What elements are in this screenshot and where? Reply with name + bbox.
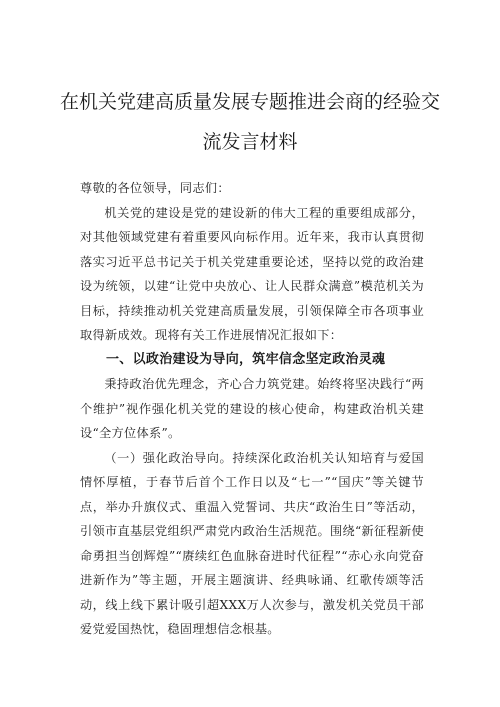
- document-title: 在机关党建高质量发展专题推进会商的经验交流发言材料: [60, 91, 441, 153]
- section-heading-1: 一、以政治建设为导向，筑牢信念坚定政治灵魂: [106, 351, 386, 367]
- intro-paragraph: 机关党的建设是党的建设新的伟大工程的重要组成部分，对其他领域党建有着重要风向标作用。近年来，我市认真贯彻落实习近平总书记关于机关党建重要论述，坚持以党的政治建设为统领，以建“让党中央放心、让人民群众满意”模范机关为目标，持续推动机关党建高质量发展，引领保障全市各项事业取得新成效。现将有关工作进展情况汇报如下：: [80, 205, 424, 342]
- salutation: 尊敬的各位领导，同志们：: [80, 181, 230, 195]
- document-body: [80, 176, 424, 642]
- subsection-1-paragraph: （一）强化政治导向。持续深化政治机关认知培育与爱国情怀厚植，于春节后首个工作日以及“七一”“国庆”等关键节点，举办升旗仪式、重温入党誓词、共庆“政治生日”等活动，引领市直基层党组织严肃党内政治生活规范。围绕“新征程新使命勇担当创辉煌”“赓续红色血脉奋进时代征程”“赤心永向党奋进新作为”等主题，开展主题演讲、经典咏诵、红歌传颂等活动，线上线下累计吸引超XXX万人次参与，激发机关党员干部爱党爱国热忱，稳固理想信念根基。: [80, 450, 424, 636]
- section-1-paragraph: 秉持政治优先理念，齐心合力筑党建。始终将坚决践行“两个维护”视作强化机关党的建设的核心使命，构建政治机关建设“全方位体系”。: [80, 377, 424, 440]
